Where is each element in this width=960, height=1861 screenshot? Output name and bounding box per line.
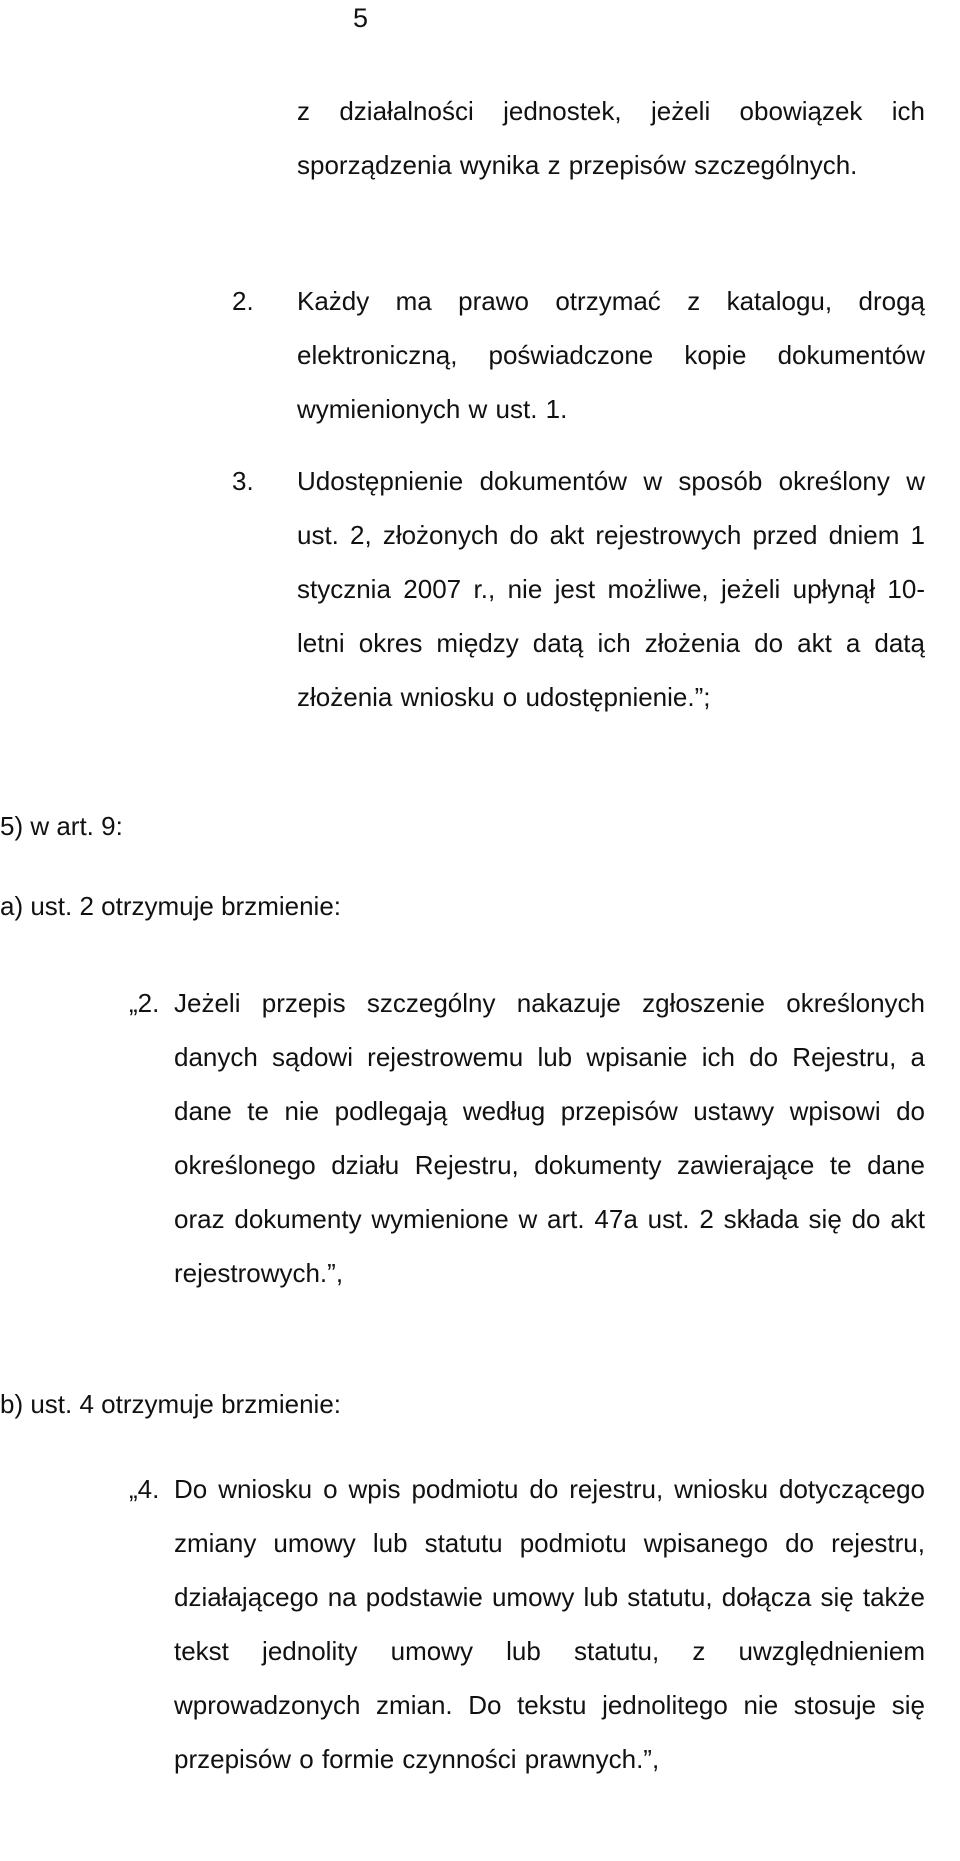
quoted-4-number: „4. bbox=[129, 1474, 160, 1504]
point-5b-heading: b) ust. 4 otrzymuje brzmienie: bbox=[0, 1389, 342, 1419]
quoted-4-paragraph bbox=[129, 1462, 925, 1786]
item-3-paragraph bbox=[232, 454, 925, 724]
quoted-4-text: Do wniosku o wpis podmiotu do rejestru, wniosku dotyczącego zmiany umowy lub statutu podmiotu wpisanego do rejestru, działającego na podstawie umowy lub statutu, dołącza się także tekst jednolity umowy lub statutu, z uwzględnieniem wprowadzonych zmian. Do tekstu jednolitego nie stosuje się przepisów o formie czynności prawnych.”, bbox=[174, 1474, 925, 1774]
item-2-paragraph bbox=[232, 274, 925, 436]
item-2-number: 2. bbox=[232, 286, 254, 316]
item-2-text: Każdy ma prawo otrzymać z katalogu, drogą elektroniczną, poświadczone kopie dokumentów wymienionych w ust. 1. bbox=[297, 286, 925, 424]
quoted-2-number: „2. bbox=[129, 988, 160, 1018]
continuation-paragraph bbox=[297, 84, 925, 192]
continuation-text: z działalności jednostek, jeżeli obowiązek ich sporządzenia wynika z przepisów szczególnych. bbox=[297, 96, 925, 180]
quoted-2-text: Jeżeli przepis szczególny nakazuje zgłoszenie określonych danych sądowi rejestrowemu lub wpisanie ich do Rejestru, a dane te nie podlegają według przepisów ustawy wpisowi do określonego działu Rejestru, dokumenty zawierające te dane oraz dokumenty wymienione w art. 47a ust. 2 składa się do akt rejestrowych.”, bbox=[174, 988, 925, 1288]
point-5a-heading: a) ust. 2 otrzymuje brzmienie: bbox=[0, 891, 342, 921]
item-3-text: Udostępnienie dokumentów w sposób określony w ust. 2, złożonych do akt rejestrowych przed dniem 1 stycznia 2007 r., nie jest możliwe, jeżeli upłynął 10-letni okres między datą ich złożenia do akt a datą złożenia wniosku o udostępnienie.”; bbox=[297, 466, 925, 712]
point-5-heading: 5) w art. 9: bbox=[0, 811, 123, 841]
item-3-number: 3. bbox=[232, 466, 254, 496]
page-number: 5 bbox=[353, 3, 369, 33]
quoted-2-paragraph bbox=[129, 976, 925, 1300]
